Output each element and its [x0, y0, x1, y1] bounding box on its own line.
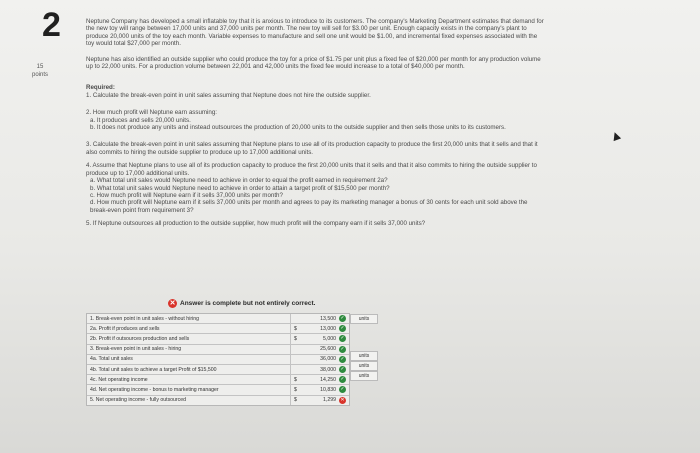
correct-icon: ✓: [340, 366, 345, 373]
requirement-4: 4. Assume that Neptune plans to use all of its production capacity to produce the first 20,000 units that it sells and that it also commits to hiring the outside supplier to produce up to 17,000 additional units.: [86, 162, 537, 177]
currency-symbol: $: [294, 335, 297, 342]
answer-input[interactable]: [291, 324, 349, 333]
answer-input[interactable]: [291, 396, 349, 405]
incorrect-icon: ✕: [340, 396, 345, 403]
row-label: 5. Net operating income - fully outsourced: [87, 396, 291, 405]
row-label: 2b. Profit if outsources production and sells: [87, 334, 291, 343]
table-row: [87, 344, 349, 354]
answer-value: 5,000: [323, 335, 336, 342]
row-label: 4d. Net operating income - bonus to marketing manager: [87, 385, 291, 394]
row-label: 4c. Net operating income: [87, 375, 291, 384]
answer-input[interactable]: [291, 334, 349, 343]
table-row: [87, 314, 349, 323]
table-row: [87, 364, 349, 374]
unit-label: units: [350, 361, 378, 371]
table-row: [87, 384, 349, 394]
currency-symbol: $: [294, 386, 297, 393]
answer-value: 1,299: [323, 397, 336, 404]
requirement-2: 2. How much profit will Neptune earn assuming:: [86, 109, 218, 117]
table-row: [87, 354, 349, 364]
scenario-paragraph-2: Neptune has also identified an outside supplier who could produce the toy for a price of $1.75 per unit plus a fixed fee of $20,000 per month for any production volume up to 22,000 units. For a production volume between 22,001 and 42,000 units the fixed fee would increase to a total of $40,000 per month.: [86, 55, 541, 71]
question-number: 2: [42, 6, 61, 44]
currency-symbol: $: [294, 397, 297, 404]
requirement-1: 1. Calculate the break-even point in unit sales assuming that Neptune does not hire the outside supplier.: [86, 91, 371, 99]
required-heading: Required:: [86, 84, 115, 92]
table-row: [87, 323, 349, 333]
answer-input[interactable]: [291, 355, 349, 364]
currency-symbol: $: [294, 325, 297, 332]
requirement-4b: b. What total unit sales would Neptune need to achieve in order to attain a target profit of $15,500 per month?: [90, 184, 390, 192]
scenario-paragraph-1: Neptune Company has developed a small inflatable toy that it is anxious to introduce to its customers. The company's Marketing Department estimates that demand for the new toy will range between 17,000 units and 37,000 units per month. The new toy will sell for $3.00 per unit. Enough capacity exists in the company's plant to produce 20,000 units of the toy each month. Variable expenses to manufacture and sell one unit would be $1.00, and incremental fixed expenses associated with the toy would total $27,000 per month.: [86, 18, 544, 48]
points-label: 15 points: [31, 64, 48, 78]
requirement-3: 3. Calculate the break-even point in unit sales assuming that Neptune plans to use all of its production capacity to produce the first 20,000 units that it sells and that it also commits to hiring the outside supplier to produce up to 17,000 additional units.: [86, 141, 538, 156]
row-label: 1. Break-even point in unit sales - without hiring: [87, 314, 291, 323]
table-row: [87, 395, 349, 405]
correct-icon: ✓: [340, 325, 345, 332]
correct-icon: ✓: [340, 345, 345, 352]
unit-label: units: [350, 314, 378, 324]
answer-input[interactable]: [291, 345, 349, 354]
row-label: 2a. Profit if produces and sells: [87, 324, 291, 333]
correct-icon: ✓: [340, 376, 345, 383]
answer-value: 14,250: [320, 376, 336, 383]
answer-input[interactable]: [291, 365, 349, 374]
requirement-4c: c. How much profit will Neptune earn if it sells 37,000 units per month?: [90, 191, 283, 199]
correct-icon: ✓: [340, 335, 345, 342]
answer-input[interactable]: [291, 385, 349, 394]
table-row: [87, 333, 349, 343]
requirement-4a: a. What total unit sales would Neptune need to achieve in order to equal the profit earned in requirement 2a?: [90, 177, 388, 185]
answer-value: 13,500: [320, 315, 336, 322]
row-label: 4a. Total unit sales: [87, 355, 291, 364]
question-body: [86, 18, 546, 228]
row-label: 3. Break-even point in unit sales - hiring: [87, 345, 291, 354]
correct-icon: ✓: [340, 355, 345, 362]
row-label: 4b. Total unit sales to achieve a target Profit of $15,500: [87, 365, 291, 374]
requirement-2b: b. It does not produce any units and instead outsources the production of 20,000 units to the outside supplier and then sells those units to its customers.: [90, 124, 506, 132]
answer-value: 38,000: [320, 366, 336, 373]
answer-value: 36,000: [320, 356, 336, 363]
requirement-4d: d. How much profit will Neptune earn if it sells 37,000 units per month and agrees to pay its marketing manager a bonus of 30 cents for each unit sold above the break-even point from requirement 3?: [90, 199, 528, 214]
requirement-5: 5. If Neptune outsources all production to the outside supplier, how much profit will the company earn if it sells 37,000 units?: [86, 220, 426, 228]
answer-value: 25,600: [320, 346, 336, 353]
answer-input[interactable]: [291, 314, 349, 323]
unit-label: units: [350, 371, 378, 381]
unit-label: units: [350, 351, 378, 361]
incorrect-icon: ✕: [169, 300, 176, 307]
requirement-2a: a. It produces and sells 20,000 units.: [90, 116, 191, 124]
answer-table: [86, 313, 350, 406]
mouse-cursor-icon: [611, 131, 621, 141]
currency-symbol: $: [294, 376, 297, 383]
correct-icon: ✓: [340, 315, 345, 322]
correct-icon: ✓: [340, 386, 345, 393]
answer-value: 13,000: [320, 325, 336, 332]
answer-status: [168, 299, 315, 308]
table-row: [87, 374, 349, 384]
answer-input[interactable]: [291, 375, 349, 384]
answer-value: 10,830: [320, 386, 336, 393]
answer-status-text: Answer is complete but not entirely correct.: [180, 300, 316, 307]
